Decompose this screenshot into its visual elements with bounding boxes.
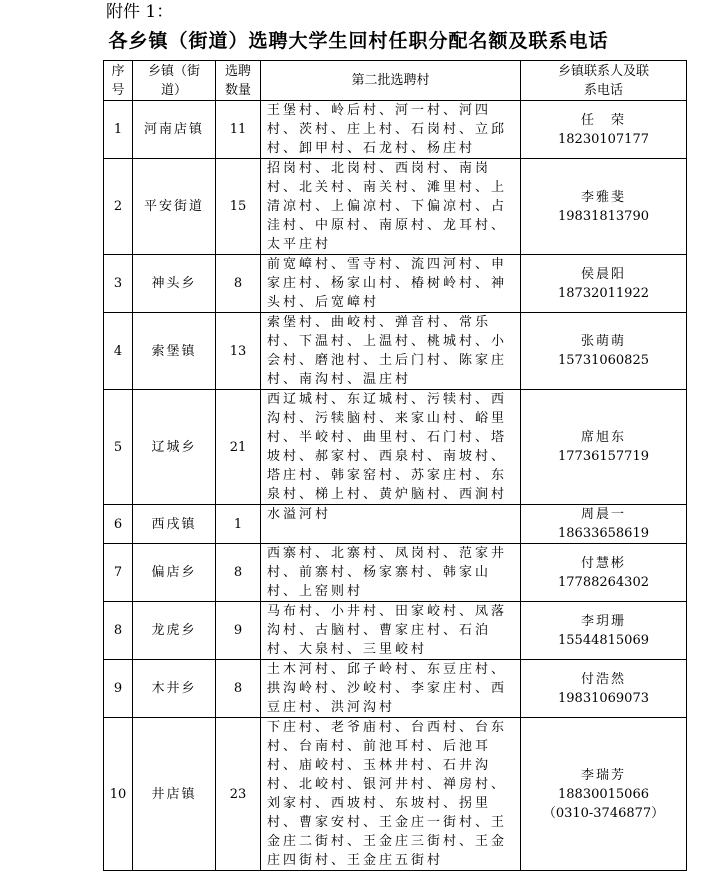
row-index: 5 [104, 390, 133, 505]
header-contact: 乡镇联系人及联系电话 [521, 61, 687, 101]
contact-phone: 18633658619 [558, 526, 649, 541]
row-index: 7 [104, 544, 133, 602]
row-count: 8 [216, 660, 261, 718]
table-row [104, 660, 687, 718]
row-count: 23 [216, 718, 261, 871]
contact-name: 付慧彬 [580, 555, 626, 571]
row-contact [521, 255, 687, 313]
row-town: 龙虎乡 [133, 602, 216, 660]
row-town: 索堡镇 [133, 313, 216, 390]
table-row [104, 718, 687, 871]
row-count: 13 [216, 313, 261, 390]
row-count: 11 [216, 101, 261, 159]
row-villages: 招岗村、北岗村、西岗村、南岗村、北关村、南关村、滩里村、上清凉村、上偏凉村、下偏凉村、占洼村、中原村、南原村、龙耳村、太平庄村 [261, 159, 521, 255]
row-villages: 西辽城村、东辽城村、污犊村、西沟村、污犊脑村、来家山村、峪里村、半峧村、曲里村、石门村、塔坡村、郝家村、西泉村、南坡村、塔庄村、韩家窑村、苏家庄村、东泉村、梯上村、黄炉脑村、西涧村 [261, 390, 521, 505]
row-villages: 水溢河村 [261, 505, 521, 544]
contact-phone: 19831813790 [558, 208, 649, 224]
row-count: 8 [216, 544, 261, 602]
contact-phone: 15544815069 [558, 632, 649, 648]
table-row [104, 602, 687, 660]
row-contact [521, 718, 687, 871]
contact-phone: 18830015066 [558, 786, 649, 802]
row-contact [521, 660, 687, 718]
contact-name: 张萌萌 [580, 334, 626, 349]
row-index: 1 [104, 101, 133, 159]
row-villages: 索堡村、曲峧村、弹音村、常乐村、下温村、上温村、桃城村、小会村、磨池村、土后门村、陈家庄村、南沟村、温庄村 [261, 313, 521, 390]
header-count: 选聘数量 [216, 61, 261, 101]
table-row [104, 255, 687, 313]
row-town: 木井乡 [133, 660, 216, 718]
row-index: 3 [104, 255, 133, 313]
row-villages: 王堡村、岭后村、河一村、河四村、茨村、庄上村、石岗村、立邱村、卸甲村、石龙村、杨庄村 [261, 101, 521, 159]
row-town: 偏店乡 [133, 544, 216, 602]
table-row [104, 313, 687, 390]
table-header-row [104, 61, 687, 101]
row-villages: 前宽嶂村、雪寺村、流四河村、申家庄村、杨家山村、椿树岭村、神头村、后宽嶂村 [261, 255, 521, 313]
contact-phone: 17736157719 [558, 449, 649, 464]
row-contact [521, 390, 687, 505]
contact-name: 李玥珊 [580, 613, 626, 629]
row-villages: 土木河村、邱子岭村、东豆庄村、拱沟岭村、沙峧村、李家庄村、西豆庄村、洪河沟村 [261, 660, 521, 718]
row-count: 15 [216, 159, 261, 255]
row-town: 平安街道 [133, 159, 216, 255]
row-index: 6 [104, 505, 133, 544]
document-title: 各乡镇（街道）选聘大学生回村任职分配名额及联系电话 [108, 30, 609, 52]
header-villages: 第二批选聘村 [261, 61, 521, 101]
table-row [104, 505, 687, 544]
contact-phone: 15731060825 [558, 353, 649, 368]
table-row [104, 544, 687, 602]
row-count: 9 [216, 602, 261, 660]
contact-name: 李瑞芳 [580, 767, 626, 783]
row-contact [521, 101, 687, 159]
contact-name: 李雅斐 [580, 189, 626, 205]
contact-name: 任 荣 [580, 112, 626, 128]
table-row [104, 101, 687, 159]
row-town: 神头乡 [133, 255, 216, 313]
row-count: 21 [216, 390, 261, 505]
contact-name: 侯晨阳 [580, 266, 626, 282]
contact-phone: 19831069073 [558, 690, 649, 706]
row-contact [521, 602, 687, 660]
table-row [104, 390, 687, 505]
contact-name: 付浩然 [580, 671, 626, 687]
row-contact [521, 505, 687, 544]
row-contact [521, 544, 687, 602]
header-index: 序号 [104, 61, 133, 101]
allocation-table [103, 60, 687, 871]
row-index: 4 [104, 313, 133, 390]
row-count: 8 [216, 255, 261, 313]
row-index: 9 [104, 660, 133, 718]
contact-phone-landline: （0310-3746877） [542, 805, 665, 821]
contact-name: 席旭东 [580, 430, 626, 445]
row-town: 河南店镇 [133, 101, 216, 159]
contact-phone: 18230107177 [558, 131, 649, 147]
header-town: 乡镇（街道） [133, 61, 216, 101]
row-contact [521, 313, 687, 390]
contact-phone: 18732011922 [558, 285, 649, 301]
row-town: 西戌镇 [133, 505, 216, 544]
contact-phone: 17788264302 [558, 574, 649, 590]
row-villages: 马布村、小井村、田家峧村、凤落沟村、古脑村、曹家庄村、石泊村、大泉村、三里峧村 [261, 602, 521, 660]
row-index: 8 [104, 602, 133, 660]
row-index: 10 [104, 718, 133, 871]
contact-name: 周晨一 [580, 507, 626, 522]
row-villages: 下庄村、老爷庙村、台西村、台东村、台南村、前池耳村、后池耳村、庙峧村、玉林井村、石井沟村、北峧村、银河井村、禅房村、刘家村、西坡村、东坡村、拐里村、曹家安村、王金庄一街村、王金庄二街村、王金庄三街村、王金庄四街村、王金庄五街村 [261, 718, 521, 871]
row-town: 井店镇 [133, 718, 216, 871]
table-row [104, 159, 687, 255]
row-index: 2 [104, 159, 133, 255]
row-contact [521, 159, 687, 255]
row-villages: 西寨村、北寨村、凤岗村、范家井村、前寨村、杨家寨村、韩家山村、上窑则村 [261, 544, 521, 602]
row-town: 辽城乡 [133, 390, 216, 505]
row-count: 1 [216, 505, 261, 544]
attachment-label: 附件 1： [106, 2, 174, 22]
